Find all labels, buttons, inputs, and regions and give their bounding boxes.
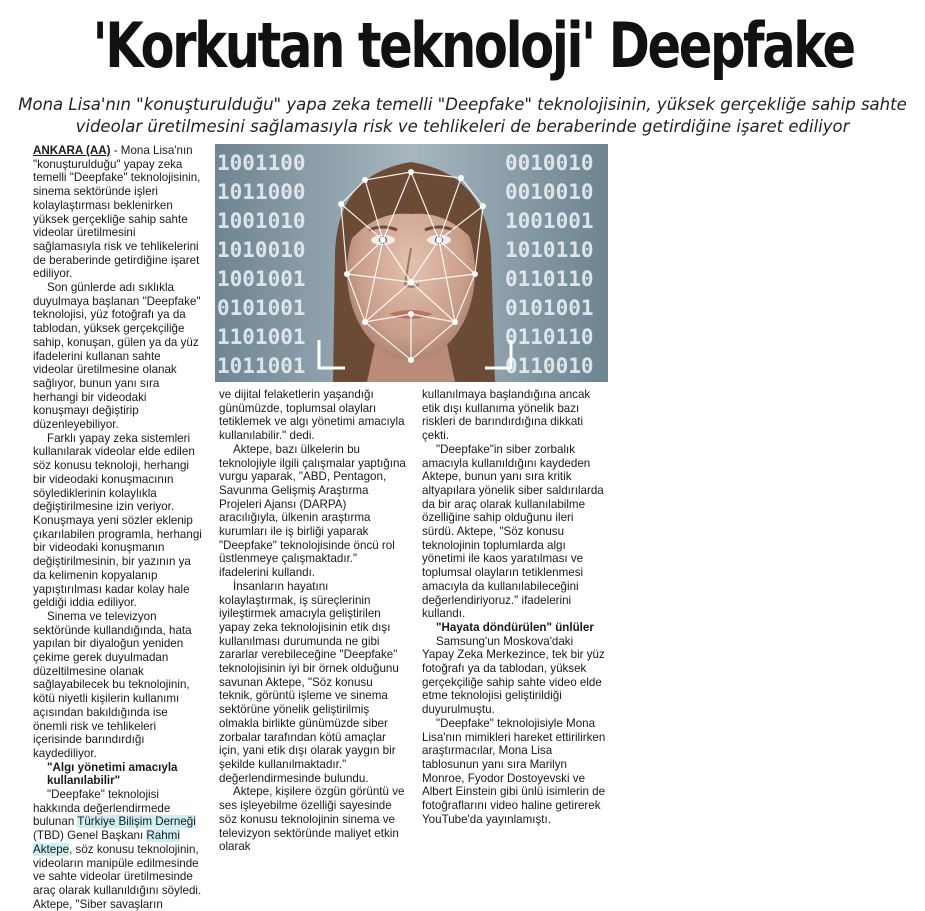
binary-text-right: 0110010 bbox=[505, 354, 594, 378]
paragraph: Aktepe, kişilere özgün görüntü ve ses işleyebilme özelliği sayesinde söz konusu teknolojinin sinema ve televizyon sektöründe maliyet etkin olarak bbox=[219, 785, 405, 854]
paragraph: Aktepe, bazı ülkelerin bu teknolojiyle ilgili çalışmalar yaptığına vurgu yaparak, "ABD, Pentagon, Savunma Gelişmiş Araştırma Projeleri Ajansı (DARPA) aracılığıyla, ülkenin araştırma kurumları ile iş birliği yaparak "Deepfake" teknolojisinde öncü rol üstlenmeye çalışmaktadır." ifadelerini kullandı. bbox=[219, 442, 406, 580]
paragraph: ve dijital felaketlerin yaşandığı günümüzde, toplumsal olayları tetiklemek ve algı yönetimi amacıyla kullanılabilir." dedi. bbox=[219, 388, 405, 443]
headline: 'Korkutan teknoloji' Deepfake bbox=[92, 9, 854, 82]
binary-text-left: 1011001 bbox=[217, 354, 306, 378]
paragraph: İnsanların hayatını kolaylaştırmak, iş süreçlerinin iyileştirmek amacıyla geliştirilen yapay zeka teknolojisinin etik dışı kullanılması durumunda ne gibi zararlar verebileceğine "Deepfake" teknolojisinin iyi bir örnek olduğunu savunan Aktepe, "Söz konusu teknik, görüntü işleme ve sinema sektörüne yönelik geliştirilmiş olmakla birlikte günümüzde siber zorbalar tarafından kötü amaçlar için, yani etik dışı olarak yaygın bir şekilde kullanılmaktadır." değerlendirmesinde bulundu. bbox=[219, 579, 399, 785]
binary-text-left: 1001001 bbox=[217, 267, 306, 291]
dateline: ANKARA (AA) bbox=[33, 144, 111, 157]
binary-text-right: 0110110 bbox=[505, 325, 594, 349]
binary-text-left: 1101001 bbox=[217, 325, 306, 349]
binary-text-right: 0010010 bbox=[505, 180, 594, 204]
paragraph: Samsung'un Moskova'daki Yapay Zeka Merkezince, tek bir yüz fotoğrafı ya da tablodan, yüksek gerçekçiliğe sahip sahte video elde etme teknolojisi geliştirildiği duyurulmuştu. bbox=[422, 634, 605, 717]
paragraph-text: (TBD) Genel Başkanı bbox=[33, 829, 147, 843]
binary-text-right: 0010010 bbox=[505, 151, 594, 175]
paragraph-text: - Mona Lisa'nın "konuşturulduğu" yapay zeka temelli "Deepfake" teknolojisinin, sinema sektöründe işleri kolaylaştırması beklenirken yüksek gerçekliğe sahip sahte videolar üretilmesini sağlamasıyla risk ve tehlikelerini de beraberinde getirdiğine işaret ediliyor. bbox=[33, 144, 201, 281]
binary-text-right: 0110110 bbox=[505, 267, 594, 291]
binary-text-right: 1001001 bbox=[505, 209, 594, 233]
binary-text-right: 1010110 bbox=[505, 238, 594, 262]
paragraph bbox=[33, 788, 203, 911]
article-column-3 bbox=[422, 388, 608, 827]
paragraph: kullanılmaya başlandığına ancak etik dışı kullanıma yönelik bazı riskleri de barındırdığına dikkati çekti. bbox=[422, 388, 591, 443]
paragraph: "Deepfake" teknolojisiyle Mona Lisa'nın mimikleri hareket ettirilirken araştırmacılar, Mona Lisa tablosunun yanı sıra Marilyn Monroe, Fyodor Dostoyevski ve Albert Einstein gibi ünlü isimlerin de fotoğraflarını video haline getirerek YouTube'da yayınlamıştı. bbox=[422, 716, 606, 826]
paragraph bbox=[33, 144, 203, 281]
binary-text-left: 1001010 bbox=[217, 209, 306, 233]
binary-text-right: 0101001 bbox=[505, 296, 594, 320]
binary-text-left: 0101001 bbox=[217, 296, 306, 320]
article-photo bbox=[215, 144, 608, 382]
binary-text-left: 1001100 bbox=[217, 151, 306, 175]
binary-text-left: 1010010 bbox=[217, 238, 306, 262]
article-column-2 bbox=[219, 388, 407, 854]
paragraph: Farklı yapay zeka sistemleri kullanılarak videolar elde edilen söz konusu teknoloji, herhangi bir videodaki konuşmacının söylediklerinin kolaylıkla değiştirilmesine izin veriyor. Konuşmaya yeni sözler eklenip çıkarılabilen programla, herhangi bir videodaki konuşmanın değiştirilmesinin, bir yazının ya da kelimenin kopyalanıp yapıştırılması kadar kolay hale geldiği iddia ediliyor. bbox=[33, 431, 202, 610]
section-subheading: "Algı yönetimi amacıyla kullanılabilir" bbox=[47, 760, 178, 788]
highlighted-organization-link[interactable]: Türkiye Bilişim Derneği bbox=[77, 815, 196, 829]
paragraph-text: "Deepfake" teknolojisi hakkında değerlendirmede bulunan bbox=[33, 788, 171, 829]
highlighted-person-link[interactable]: Rahmi Aktepe bbox=[33, 829, 180, 856]
subheadline: Mona Lisa'nın "konuşturulduğu" yapa zeka temelli "Deepfake" teknolojisinin, yüksek gerçekliğe sahip sahte videolar üretilmesini sağlamasıyla risk ve tehlikeleri de beraberinde getirdiğine işaret ediliyor bbox=[18, 95, 907, 136]
paragraph: Sinema ve televizyon sektöründe kullandığında, hata yapılan bir diyaloğun yeniden çekime gerek duyulmadan düzeltilmesine olanak sağlayabilecek bu teknolojinin, kötü niyetli kişilerin kullanımı açısından bakıldığında ise önemli risk ve tehlikeleri içerisinde barındırdığı kaydediliyor. bbox=[33, 609, 192, 760]
paragraph-text: , söz konusu teknolojinin, videoların manipüle edilmesinde ve sahte videolar üretilmesinde araç olarak kullanıldığını söyledi. Aktepe, "Siber savaşların bbox=[33, 842, 202, 911]
paragraph: "Deepfake"in siber zorbalık amacıyla kullanıldığını kaydeden Aktepe, bunun yanı sıra kritik altyapılara yönelik siber saldırılarda da bir araç olarak kullanılabilme özelliğine sahip olduğunu ileri sürdü. Aktepe, "Söz konusu teknolojinin toplumlarda algı yönetimi ile kaos yaratılması ve toplumsal olayların tetiklenmesi amacıyla da kullanılabileceğini değerlendiriyoruz." ifadelerini kullandı. bbox=[422, 442, 604, 621]
article-column-1 bbox=[33, 144, 203, 911]
paragraph: Son günlerde adı sıklıkla duyulmaya başlanan "Deepfake" teknolojisi, yüz fotoğrafı ya da tablodan, yüksek gerçekçiliğe sahip, konuşan, gülen ya da yüz ifadelerini kullanan sahte videolar üretilmesine olanak sağlıyor, bunun yanı sıra herhangi bir videodaki konuşmayı değiştirip düzenleyebiliyor. bbox=[33, 281, 201, 432]
deepfake-face-illustration bbox=[215, 144, 608, 382]
section-subheading: "Hayata döndürülen" ünlüler bbox=[436, 620, 594, 634]
binary-text-left: 1011000 bbox=[217, 180, 306, 204]
